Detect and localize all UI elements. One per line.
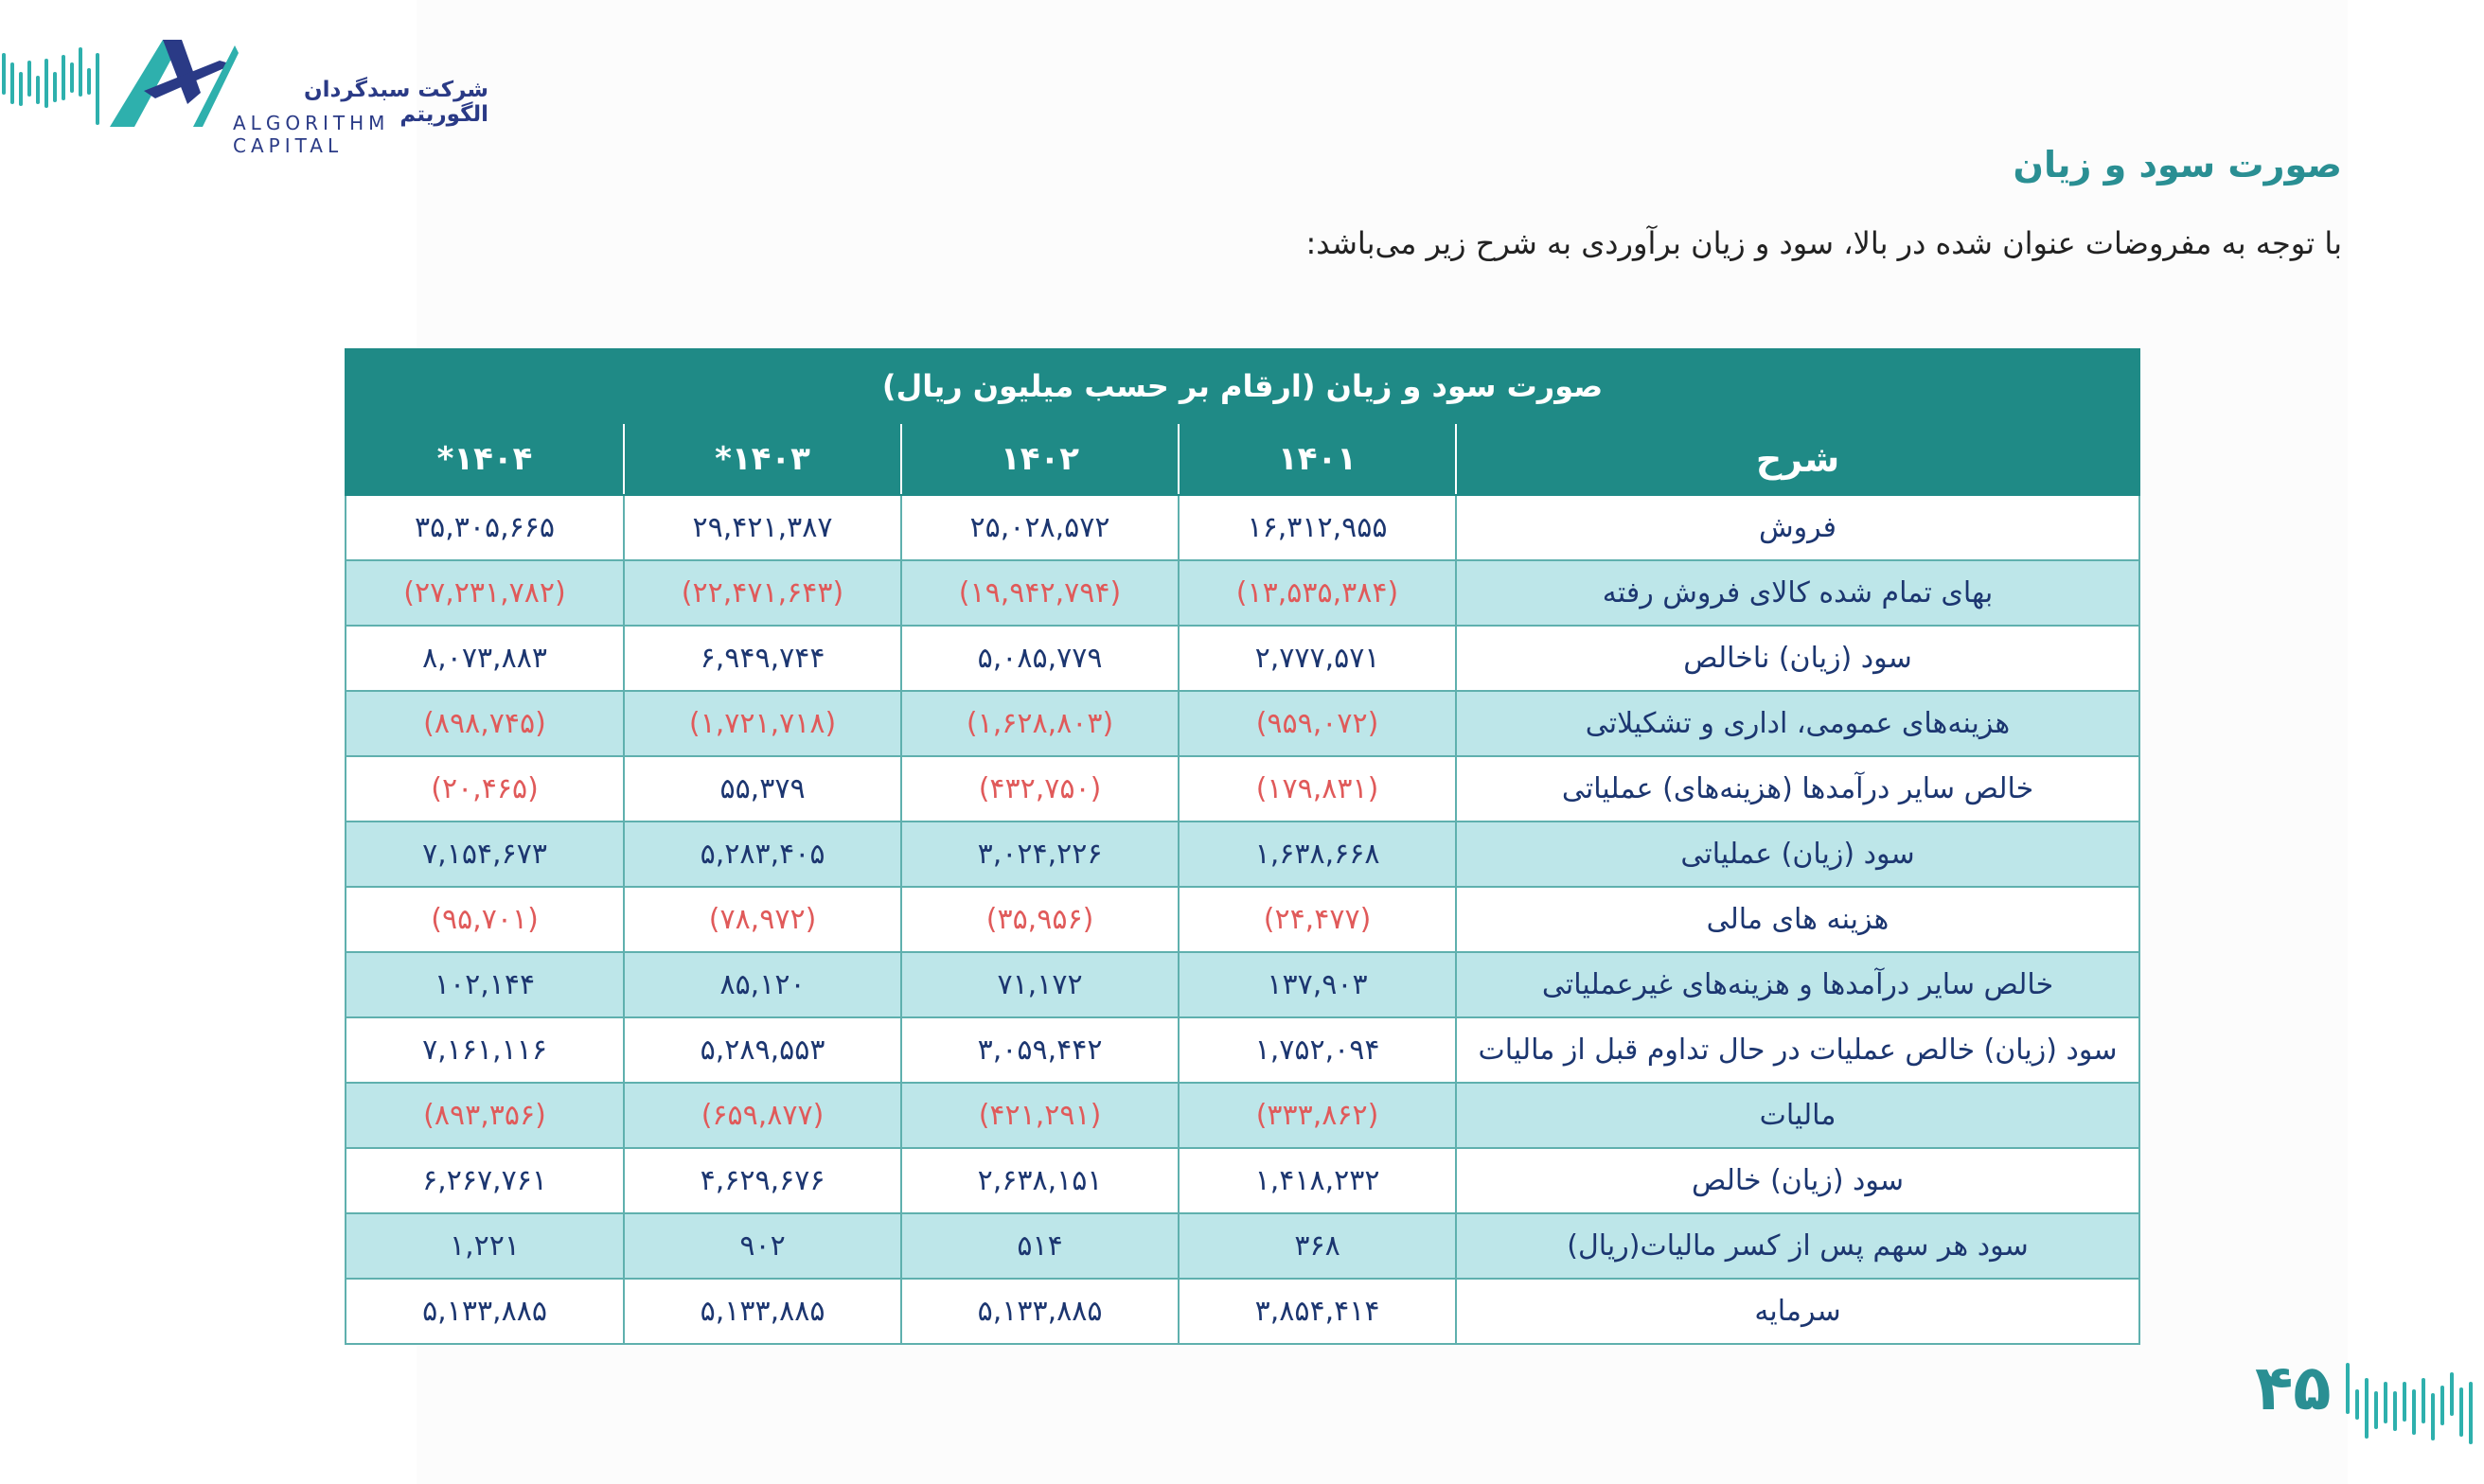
row-value-۱۴۰۴: (۸۹۳,۳۵۶) xyxy=(346,1083,624,1148)
row-value-۱۴۰۱: (۹۵۹,۰۷۲) xyxy=(1179,691,1456,756)
table-row xyxy=(346,1148,2139,1213)
table-header-row xyxy=(346,423,2139,495)
row-value-۱۴۰۴: (۹۵,۷۰۱) xyxy=(346,887,624,952)
row-value-۱۴۰۴: ۷,۱۵۴,۶۷۳ xyxy=(346,822,624,887)
income-statement-table xyxy=(345,348,2140,1345)
row-value-۱۴۰۳: ۵,۲۸۳,۴۰۵ xyxy=(624,822,901,887)
row-value-۱۴۰۳: ۸۵,۱۲۰ xyxy=(624,952,901,1017)
table-title: صورت سود و زیان (ارقام بر حسب میلیون ریال) xyxy=(346,349,2139,423)
logo-company-name-fa: شرکت سبدگردان الگوریتم xyxy=(304,78,488,127)
table-row xyxy=(346,1213,2139,1279)
table-row xyxy=(346,626,2139,691)
row-label: سرمایه xyxy=(1456,1279,2139,1344)
row-value-۱۴۰۲: (۴۳۲,۷۵۰) xyxy=(901,756,1179,822)
row-label: سود (زیان) خالص عملیات در حال تداوم قبل از مالیات xyxy=(1456,1017,2139,1083)
table-row xyxy=(346,691,2139,756)
row-value-۱۴۰۴: ۳۵,۳۰۵,۶۶۵ xyxy=(346,495,624,560)
row-label: مالیات xyxy=(1456,1083,2139,1148)
row-value-۱۴۰۳: (۷۸,۹۷۲) xyxy=(624,887,901,952)
row-value-۱۴۰۴: ۶,۲۶۷,۷۶۱ xyxy=(346,1148,624,1213)
row-value-۱۴۰۳: ۹۰۲ xyxy=(624,1213,901,1279)
company-logo xyxy=(0,28,502,157)
table-row xyxy=(346,560,2139,626)
row-label: خالص سایر درآمدها و هزینه‌های غیرعملیاتی xyxy=(1456,952,2139,1017)
table-body xyxy=(346,495,2139,1344)
page-number: ۴۵ xyxy=(2255,1352,2332,1424)
section-title: صورت سود و زیان xyxy=(2013,144,2342,186)
column-header-1404: ۱۴۰۴* xyxy=(346,423,624,495)
row-value-۱۴۰۳: ۲۹,۴۲۱,۳۸۷ xyxy=(624,495,901,560)
row-label: بهای تمام شده کالای فروش رفته xyxy=(1456,560,2139,626)
row-label: سود (زیان) خالص xyxy=(1456,1148,2139,1213)
row-value-۱۴۰۱: (۱۳,۵۳۵,۳۸۴) xyxy=(1179,560,1456,626)
row-value-۱۴۰۴: ۱۰۲,۱۴۴ xyxy=(346,952,624,1017)
row-value-۱۴۰۱: ۱,۴۱۸,۲۳۲ xyxy=(1179,1148,1456,1213)
column-header-description: شرح xyxy=(1456,423,2139,495)
logo-company-name-en: ALGORITHM CAPITAL xyxy=(233,112,390,157)
row-value-۱۴۰۳: ۵,۱۳۳,۸۸۵ xyxy=(624,1279,901,1344)
row-value-۱۴۰۱: (۳۳۳,۸۶۲) xyxy=(1179,1083,1456,1148)
column-header-1402: ۱۴۰۲ xyxy=(901,423,1179,495)
row-value-۱۴۰۴: (۲۷,۲۳۱,۷۸۲) xyxy=(346,560,624,626)
table-row xyxy=(346,495,2139,560)
table-row xyxy=(346,952,2139,1017)
table-row xyxy=(346,1083,2139,1148)
algorithm-logo-mark xyxy=(106,36,239,131)
row-value-۱۴۰۲: ۳,۰۵۹,۴۴۲ xyxy=(901,1017,1179,1083)
row-value-۱۴۰۳: (۶۵۹,۸۷۷) xyxy=(624,1083,901,1148)
row-value-۱۴۰۱: (۲۴,۴۷۷) xyxy=(1179,887,1456,952)
table-row xyxy=(346,1279,2139,1344)
table-row xyxy=(346,822,2139,887)
row-label: سود (زیان) ناخالص xyxy=(1456,626,2139,691)
intro-text: با توجه به مفروضات عنوان شده در بالا، سود و زیان برآوردی به شرح زیر می‌باشد: xyxy=(1305,225,2342,261)
row-value-۱۴۰۲: ۳,۰۲۴,۲۲۶ xyxy=(901,822,1179,887)
row-label: سود (زیان) عملیاتی xyxy=(1456,822,2139,887)
row-value-۱۴۰۲: ۵,۱۳۳,۸۸۵ xyxy=(901,1279,1179,1344)
row-value-۱۴۰۲: (۳۵,۹۵۶) xyxy=(901,887,1179,952)
column-header-1401: ۱۴۰۱ xyxy=(1179,423,1456,495)
row-value-۱۴۰۲: (۱۹,۹۴۲,۷۹۴) xyxy=(901,560,1179,626)
row-value-۱۴۰۱: ۲,۷۷۷,۵۷۱ xyxy=(1179,626,1456,691)
row-value-۱۴۰۲: (۴۲۱,۲۹۱) xyxy=(901,1083,1179,1148)
row-value-۱۴۰۲: ۲۵,۰۲۸,۵۷۲ xyxy=(901,495,1179,560)
row-value-۱۴۰۲: ۵۱۴ xyxy=(901,1213,1179,1279)
row-value-۱۴۰۱: ۱۳۷,۹۰۳ xyxy=(1179,952,1456,1017)
row-value-۱۴۰۳: ۵۵,۳۷۹ xyxy=(624,756,901,822)
row-value-۱۴۰۴: (۸۹۸,۷۴۵) xyxy=(346,691,624,756)
column-header-1403: ۱۴۰۳* xyxy=(624,423,901,495)
row-value-۱۴۰۴: ۸,۰۷۳,۸۸۳ xyxy=(346,626,624,691)
row-label: سود هر سهم پس از کسر مالیات(ریال) xyxy=(1456,1213,2139,1279)
table-row xyxy=(346,756,2139,822)
row-value-۱۴۰۴: (۲۰,۴۶۵) xyxy=(346,756,624,822)
row-value-۱۴۰۳: ۴,۶۲۹,۶۷۶ xyxy=(624,1148,901,1213)
row-value-۱۴۰۱: ۳,۸۵۴,۴۱۴ xyxy=(1179,1279,1456,1344)
row-value-۱۴۰۳: (۲۲,۴۷۱,۶۴۳) xyxy=(624,560,901,626)
row-value-۱۴۰۲: ۵,۰۸۵,۷۷۹ xyxy=(901,626,1179,691)
row-value-۱۴۰۱: (۱۷۹,۸۳۱) xyxy=(1179,756,1456,822)
waveform-icon xyxy=(0,36,106,131)
row-value-۱۴۰۱: ۳۶۸ xyxy=(1179,1213,1456,1279)
row-label: فروش xyxy=(1456,495,2139,560)
row-label: هزینه‌های عمومی، اداری و تشکیلاتی xyxy=(1456,691,2139,756)
table-row xyxy=(346,887,2139,952)
row-value-۱۴۰۱: ۱,۷۵۲,۰۹۴ xyxy=(1179,1017,1456,1083)
row-value-۱۴۰۱: ۱,۶۳۸,۶۶۸ xyxy=(1179,822,1456,887)
row-value-۱۴۰۴: ۱,۲۲۱ xyxy=(346,1213,624,1279)
row-value-۱۴۰۱: ۱۶,۳۱۲,۹۵۵ xyxy=(1179,495,1456,560)
row-label: هزینه های مالی xyxy=(1456,887,2139,952)
table-row xyxy=(346,1017,2139,1083)
row-value-۱۴۰۲: (۱,۶۲۸,۸۰۳) xyxy=(901,691,1179,756)
row-value-۱۴۰۳: (۱,۷۲۱,۷۱۸) xyxy=(624,691,901,756)
row-label: خالص سایر درآمدها (هزینه‌های) عملیاتی xyxy=(1456,756,2139,822)
row-value-۱۴۰۴: ۵,۱۳۳,۸۸۵ xyxy=(346,1279,624,1344)
row-value-۱۴۰۳: ۶,۹۴۹,۷۴۴ xyxy=(624,626,901,691)
waveform-icon xyxy=(2344,1355,2484,1446)
row-value-۱۴۰۲: ۲,۶۳۸,۱۵۱ xyxy=(901,1148,1179,1213)
row-value-۱۴۰۴: ۷,۱۶۱,۱۱۶ xyxy=(346,1017,624,1083)
row-value-۱۴۰۳: ۵,۲۸۹,۵۵۳ xyxy=(624,1017,901,1083)
row-value-۱۴۰۲: ۷۱,۱۷۲ xyxy=(901,952,1179,1017)
